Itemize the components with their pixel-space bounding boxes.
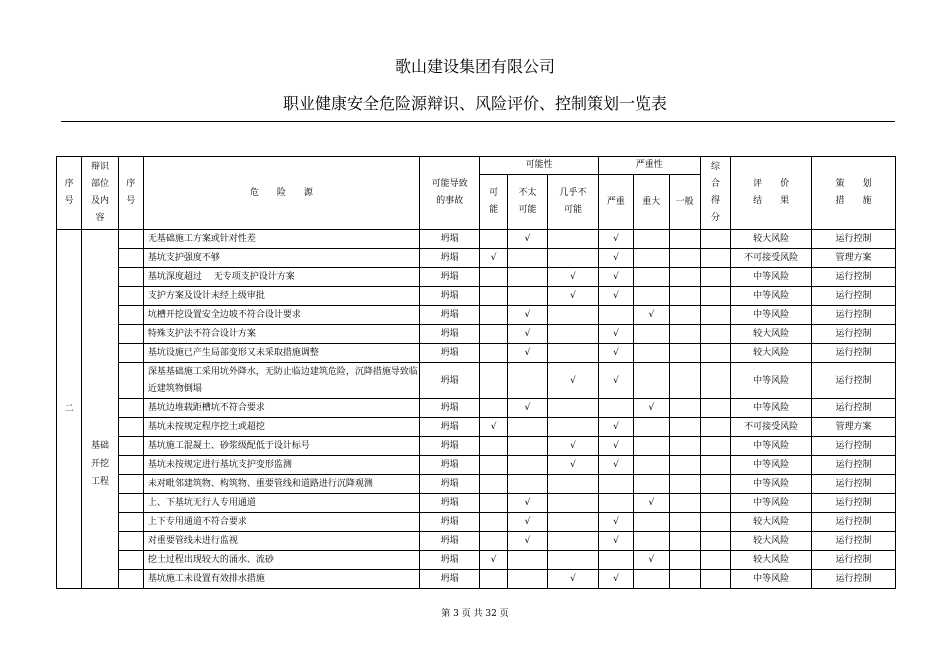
result-cell: 中等风险 <box>731 456 812 475</box>
measure-cell: 管理方案 <box>812 418 896 437</box>
header-score: 综 合 得 分 <box>700 157 730 230</box>
unlikely-mark: √ <box>507 325 547 344</box>
header-measures: 策 划 措 施 <box>812 157 896 230</box>
unlikely-mark: √ <box>507 513 547 532</box>
table-row <box>57 306 896 325</box>
accident-cell: 坍塌 <box>419 287 480 306</box>
header-evaluation: 评 价 结 果 <box>731 157 812 230</box>
nearly-impossible-mark <box>548 532 599 551</box>
likely-mark <box>480 287 507 306</box>
likely-mark <box>480 532 507 551</box>
likely-mark <box>480 230 507 249</box>
measure-cell: 运行控制 <box>812 287 896 306</box>
row-subseq <box>118 418 143 437</box>
score-cell <box>700 249 730 268</box>
result-cell: 中等风险 <box>731 494 812 513</box>
table-row <box>57 268 896 287</box>
likely-mark: √ <box>480 551 507 570</box>
result-cell: 较大风险 <box>731 344 812 363</box>
row-subseq <box>118 456 143 475</box>
accident-cell: 坍塌 <box>419 513 480 532</box>
page-footer: 第 3 页 共 32 页 <box>441 609 509 619</box>
likely-mark: √ <box>480 418 507 437</box>
header-hazard: 危 险 源 <box>143 157 419 230</box>
general-mark <box>669 249 700 268</box>
row-subseq <box>118 475 143 494</box>
serious-mark: √ <box>598 437 633 456</box>
nearly-impossible-mark <box>548 513 599 532</box>
accident-cell: 坍塌 <box>419 363 480 399</box>
serious-mark <box>598 475 633 494</box>
header-likely: 可 能 <box>480 175 507 230</box>
serious-mark: √ <box>598 570 633 589</box>
likely-mark <box>480 399 507 418</box>
serious-mark: √ <box>598 268 633 287</box>
measure-cell: 运行控制 <box>812 230 896 249</box>
result-cell: 较大风险 <box>731 551 812 570</box>
serious-mark: √ <box>598 363 633 399</box>
score-cell <box>700 344 730 363</box>
major-mark <box>634 268 669 287</box>
group-seq: 二 <box>57 230 82 589</box>
hazard-cell: 基坑深度超过 无专项支护设计方案 <box>143 268 419 287</box>
general-mark <box>669 268 700 287</box>
hazard-cell: 支护方案及设计未经上级审批 <box>143 287 419 306</box>
score-cell <box>700 475 730 494</box>
major-mark <box>634 287 669 306</box>
company-title: 歌山建设集团有限公司 <box>394 57 555 76</box>
hazard-cell: 基坑施工未设置有效排水措施 <box>143 570 419 589</box>
major-mark: √ <box>634 399 669 418</box>
general-mark <box>669 363 700 399</box>
accident-cell: 坍塌 <box>419 494 480 513</box>
result-cell: 中等风险 <box>731 268 812 287</box>
major-mark: √ <box>634 494 669 513</box>
table-row <box>57 418 896 437</box>
accident-cell: 坍塌 <box>419 268 480 287</box>
group-part-line: 基础 <box>90 441 109 451</box>
score-cell <box>700 306 730 325</box>
result-cell: 中等风险 <box>731 363 812 399</box>
score-cell <box>700 570 730 589</box>
header-severity: 严重性 <box>598 157 700 175</box>
unlikely-mark: √ <box>507 306 547 325</box>
hazard-cell: 基坑边堆载距槽坑不符合要求 <box>143 399 419 418</box>
serious-mark: √ <box>598 532 633 551</box>
likely-mark <box>480 325 507 344</box>
likely-mark <box>480 306 507 325</box>
accident-cell: 坍塌 <box>419 570 480 589</box>
table-row <box>57 230 896 249</box>
general-mark <box>669 287 700 306</box>
likely-mark <box>480 344 507 363</box>
table-row <box>57 513 896 532</box>
general-mark <box>669 399 700 418</box>
measure-cell: 运行控制 <box>812 532 896 551</box>
result-cell: 较大风险 <box>731 513 812 532</box>
header-subseq: 序 号 <box>118 157 143 230</box>
title-divider <box>61 121 895 122</box>
accident-cell: 坍塌 <box>419 325 480 344</box>
serious-mark: √ <box>598 344 633 363</box>
result-cell: 不可接受风险 <box>731 249 812 268</box>
serious-mark: √ <box>598 418 633 437</box>
unlikely-mark: √ <box>507 399 547 418</box>
group-part <box>82 230 118 589</box>
table-row <box>57 456 896 475</box>
general-mark <box>669 306 700 325</box>
score-cell <box>700 230 730 249</box>
nearly-impossible-mark <box>548 344 599 363</box>
general-mark <box>669 475 700 494</box>
hazard-cell: 基坑施工混凝土、砂浆级配低于设计标号 <box>143 437 419 456</box>
unlikely-mark: √ <box>507 230 547 249</box>
score-cell <box>700 268 730 287</box>
major-mark <box>634 363 669 399</box>
general-mark <box>669 570 700 589</box>
document-title: 职业健康安全危险源辩识、风险评价、控制策划一览表 <box>282 94 667 113</box>
hazard-cell: 无基础施工方案或针对性差 <box>143 230 419 249</box>
likely-mark <box>480 494 507 513</box>
result-cell: 较大风险 <box>731 230 812 249</box>
hazard-cell: 未对毗邻建筑物、构筑物、重要管线和道路进行沉降观测 <box>143 475 419 494</box>
unlikely-mark: √ <box>507 344 547 363</box>
measure-cell: 运行控制 <box>812 399 896 418</box>
nearly-impossible-mark <box>548 306 599 325</box>
result-cell: 中等风险 <box>731 306 812 325</box>
general-mark <box>669 494 700 513</box>
unlikely-mark <box>507 551 547 570</box>
serious-mark <box>598 494 633 513</box>
score-cell <box>700 399 730 418</box>
general-mark <box>669 230 700 249</box>
major-mark <box>634 437 669 456</box>
nearly-impossible-mark <box>548 418 599 437</box>
score-cell <box>700 437 730 456</box>
major-mark <box>634 249 669 268</box>
nearly-impossible-mark: √ <box>548 437 599 456</box>
accident-cell: 坍塌 <box>419 230 480 249</box>
measure-cell: 运行控制 <box>812 437 896 456</box>
table-row <box>57 344 896 363</box>
accident-cell: 坍塌 <box>419 344 480 363</box>
table-row <box>57 532 896 551</box>
unlikely-mark <box>507 418 547 437</box>
nearly-impossible-mark <box>548 249 599 268</box>
measure-cell: 运行控制 <box>812 513 896 532</box>
accident-cell: 坍塌 <box>419 437 480 456</box>
row-subseq <box>118 532 143 551</box>
likely-mark <box>480 513 507 532</box>
row-subseq <box>118 344 143 363</box>
measure-cell: 运行控制 <box>812 570 896 589</box>
nearly-impossible-mark: √ <box>548 287 599 306</box>
measure-cell: 运行控制 <box>812 268 896 287</box>
row-subseq <box>118 306 143 325</box>
major-mark <box>634 325 669 344</box>
header-seq: 序 号 <box>57 157 82 230</box>
general-mark <box>669 325 700 344</box>
likely-mark <box>480 570 507 589</box>
serious-mark: √ <box>598 287 633 306</box>
likely-mark <box>480 437 507 456</box>
header-major: 重大 <box>634 175 669 230</box>
table-row <box>57 437 896 456</box>
accident-cell: 坍塌 <box>419 532 480 551</box>
serious-mark: √ <box>598 513 633 532</box>
score-cell <box>700 456 730 475</box>
header-likelihood: 可能性 <box>480 157 598 175</box>
likely-mark <box>480 456 507 475</box>
row-subseq <box>118 513 143 532</box>
group-part-line: 开挖 <box>90 459 109 469</box>
nearly-impossible-mark: √ <box>548 363 599 399</box>
measure-cell: 运行控制 <box>812 325 896 344</box>
table-row <box>57 551 896 570</box>
table-row <box>57 325 896 344</box>
accident-cell: 坍塌 <box>419 418 480 437</box>
hazard-cell: 特殊支护法不符合设计方案 <box>143 325 419 344</box>
row-subseq <box>118 325 143 344</box>
unlikely-mark: √ <box>507 532 547 551</box>
result-cell: 较大风险 <box>731 325 812 344</box>
unlikely-mark <box>507 249 547 268</box>
result-cell: 中等风险 <box>731 475 812 494</box>
table-row <box>57 475 896 494</box>
measure-cell: 运行控制 <box>812 475 896 494</box>
likely-mark <box>480 268 507 287</box>
row-subseq <box>118 363 143 399</box>
major-mark: √ <box>634 551 669 570</box>
header-unlikely: 不太 可能 <box>507 175 547 230</box>
table-row <box>57 363 896 399</box>
measure-cell: 运行控制 <box>812 344 896 363</box>
result-cell: 中等风险 <box>731 399 812 418</box>
score-cell <box>700 551 730 570</box>
nearly-impossible-mark <box>548 475 599 494</box>
hazard-cell: 基坑未按规定进行基坑支护变形监测 <box>143 456 419 475</box>
hazard-cell: 深基基础施工采用坑外降水，无防止临边建筑危险，沉降措施导致临近建筑物倒塌 <box>143 363 419 399</box>
hazard-cell: 上、下基坑无行人专用通道 <box>143 494 419 513</box>
hazard-cell: 对重要管线未进行监视 <box>143 532 419 551</box>
likely-mark: √ <box>480 249 507 268</box>
row-subseq <box>118 249 143 268</box>
accident-cell: 坍塌 <box>419 306 480 325</box>
nearly-impossible-mark: √ <box>548 570 599 589</box>
measure-cell: 运行控制 <box>812 306 896 325</box>
unlikely-mark <box>507 475 547 494</box>
hazard-cell: 基坑支护强度不够 <box>143 249 419 268</box>
measure-cell: 运行控制 <box>812 494 896 513</box>
major-mark <box>634 230 669 249</box>
serious-mark <box>598 399 633 418</box>
serious-mark <box>598 551 633 570</box>
measure-cell: 管理方案 <box>812 249 896 268</box>
table-row <box>57 249 896 268</box>
nearly-impossible-mark <box>548 494 599 513</box>
nearly-impossible-mark <box>548 325 599 344</box>
row-subseq <box>118 570 143 589</box>
serious-mark <box>598 306 633 325</box>
general-mark <box>669 344 700 363</box>
general-mark <box>669 532 700 551</box>
result-cell: 中等风险 <box>731 570 812 589</box>
unlikely-mark <box>507 456 547 475</box>
header-general: 一般 <box>669 175 700 230</box>
header-nearly-impossible: 几乎不 可能 <box>548 175 599 230</box>
hazard-cell: 基坑未按规定程序挖土或超挖 <box>143 418 419 437</box>
nearly-impossible-mark: √ <box>548 268 599 287</box>
unlikely-mark <box>507 268 547 287</box>
general-mark <box>669 551 700 570</box>
serious-mark: √ <box>598 230 633 249</box>
table-row <box>57 399 896 418</box>
likely-mark <box>480 475 507 494</box>
row-subseq <box>118 399 143 418</box>
score-cell <box>700 325 730 344</box>
major-mark <box>634 513 669 532</box>
measure-cell: 运行控制 <box>812 456 896 475</box>
score-cell <box>700 287 730 306</box>
general-mark <box>669 513 700 532</box>
score-cell <box>700 363 730 399</box>
unlikely-mark <box>507 363 547 399</box>
hazard-cell: 坑槽开挖设置安全边坡不符合设计要求 <box>143 306 419 325</box>
score-cell <box>700 418 730 437</box>
row-subseq <box>118 287 143 306</box>
result-cell: 中等风险 <box>731 287 812 306</box>
row-subseq <box>118 230 143 249</box>
table-header <box>57 157 896 230</box>
major-mark <box>634 475 669 494</box>
serious-mark: √ <box>598 249 633 268</box>
nearly-impossible-mark <box>548 551 599 570</box>
measure-cell: 运行控制 <box>812 363 896 399</box>
nearly-impossible-mark <box>548 399 599 418</box>
table-row <box>57 494 896 513</box>
general-mark <box>669 418 700 437</box>
accident-cell: 坍塌 <box>419 551 480 570</box>
major-mark <box>634 344 669 363</box>
table-row <box>57 287 896 306</box>
header-serious: 严重 <box>598 175 633 230</box>
unlikely-mark <box>507 570 547 589</box>
score-cell <box>700 532 730 551</box>
accident-cell: 坍塌 <box>419 456 480 475</box>
header-accident: 可能导致 的事故 <box>419 157 480 230</box>
table-body <box>57 230 896 589</box>
hazard-cell: 基坑设施已产生局部变形又未采取措施调整 <box>143 344 419 363</box>
major-mark <box>634 532 669 551</box>
accident-cell: 坍塌 <box>419 475 480 494</box>
major-mark: √ <box>634 306 669 325</box>
group-part-line: 工程 <box>90 477 109 487</box>
hazard-table <box>56 156 896 589</box>
row-subseq <box>118 494 143 513</box>
row-subseq <box>118 437 143 456</box>
hazard-cell: 挖土过程出现较大的涌水、流砂 <box>143 551 419 570</box>
unlikely-mark: √ <box>507 494 547 513</box>
major-mark <box>634 570 669 589</box>
serious-mark: √ <box>598 325 633 344</box>
accident-cell: 坍塌 <box>419 249 480 268</box>
result-cell: 较大风险 <box>731 532 812 551</box>
major-mark <box>634 418 669 437</box>
header-part: 辩识 部位 及内 容 <box>82 157 118 230</box>
nearly-impossible-mark: √ <box>548 456 599 475</box>
result-cell: 不可接受风险 <box>731 418 812 437</box>
row-subseq <box>118 268 143 287</box>
serious-mark: √ <box>598 456 633 475</box>
measure-cell: 运行控制 <box>812 551 896 570</box>
unlikely-mark <box>507 287 547 306</box>
nearly-impossible-mark <box>548 230 599 249</box>
score-cell <box>700 513 730 532</box>
table-row <box>57 570 896 589</box>
row-subseq <box>118 551 143 570</box>
major-mark <box>634 456 669 475</box>
likely-mark <box>480 363 507 399</box>
general-mark <box>669 456 700 475</box>
score-cell <box>700 494 730 513</box>
general-mark <box>669 437 700 456</box>
hazard-cell: 上下专用通道不符合要求 <box>143 513 419 532</box>
accident-cell: 坍塌 <box>419 399 480 418</box>
result-cell: 中等风险 <box>731 437 812 456</box>
unlikely-mark <box>507 437 547 456</box>
